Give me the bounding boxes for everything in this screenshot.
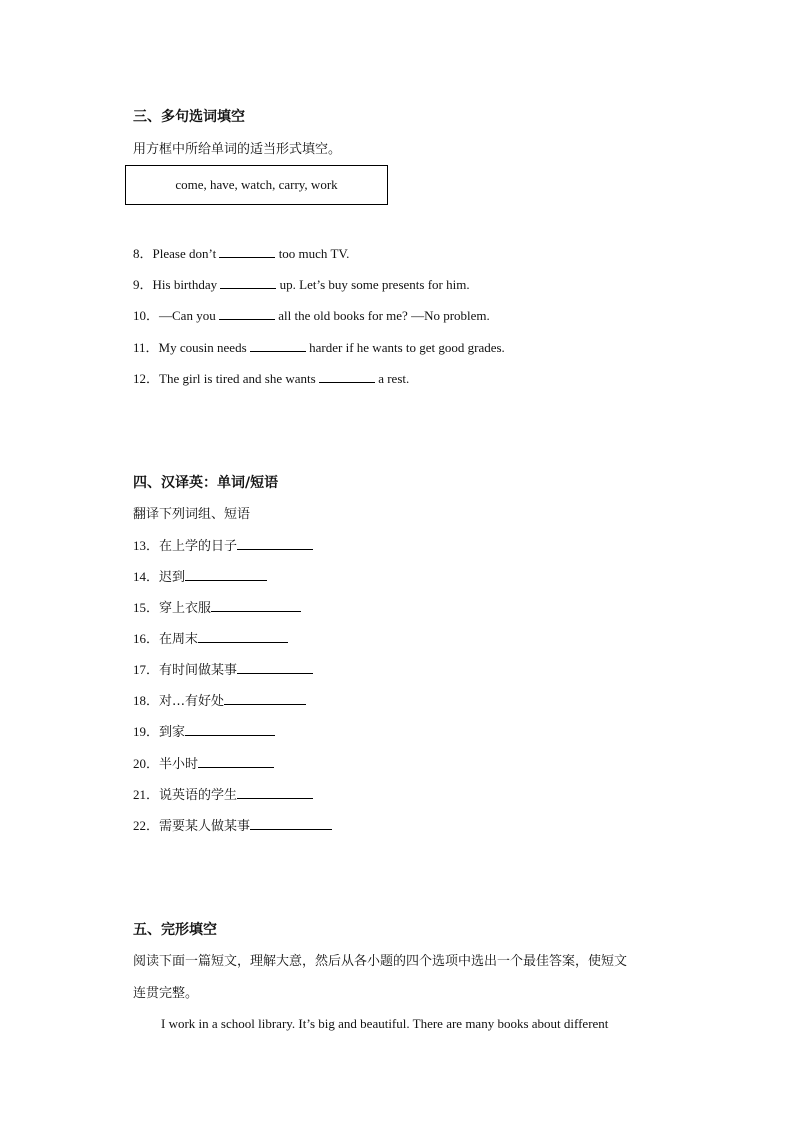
item-text-before: Please don’t xyxy=(152,246,220,261)
item-text-after: up. Let’s buy some presents for him. xyxy=(276,277,470,292)
translate-item-17 xyxy=(133,661,313,680)
answer-blank[interactable] xyxy=(237,661,313,674)
answer-blank[interactable] xyxy=(220,276,276,289)
translate-item-16 xyxy=(133,630,288,649)
item-number: 19． xyxy=(133,724,160,739)
item-text-before: His birthday xyxy=(152,277,221,292)
answer-blank[interactable] xyxy=(250,817,332,830)
item-text-after: harder if he wants to get good grades. xyxy=(305,340,505,355)
item-number: 12． xyxy=(133,371,160,386)
item-number: 8． xyxy=(133,246,153,261)
item-text-after: too much TV. xyxy=(275,246,350,261)
item-phrase: 说英语的学生 xyxy=(159,788,238,803)
item-number: 21． xyxy=(133,787,160,802)
item-phrase: 在周末 xyxy=(159,632,199,647)
item-text-before: My cousin needs xyxy=(158,340,250,355)
answer-blank[interactable] xyxy=(319,370,375,383)
item-number: 16． xyxy=(133,631,160,646)
item-number: 9． xyxy=(133,277,153,292)
section-5-heading: 五、完形填空 xyxy=(133,922,217,938)
answer-blank[interactable] xyxy=(237,537,313,550)
item-phrase: 穿上衣服 xyxy=(159,601,212,616)
answer-blank[interactable] xyxy=(198,630,288,643)
answer-blank[interactable] xyxy=(250,339,306,352)
item-text-after: all the old books for me? —No problem. xyxy=(274,308,490,323)
word-box-text: come, have, watch, carry, work xyxy=(175,177,338,192)
translate-item-15 xyxy=(133,599,301,618)
section-4-instruction: 翻译下列词组、短语 xyxy=(133,507,251,522)
section-4-heading: 四、汉译英：单词/短语 xyxy=(133,475,279,491)
answer-blank[interactable] xyxy=(185,568,267,581)
fill-item-11 xyxy=(133,339,505,357)
translate-item-19 xyxy=(133,723,275,742)
fill-item-12 xyxy=(133,370,409,388)
answer-blank[interactable] xyxy=(211,599,301,612)
fill-item-10 xyxy=(133,307,490,325)
answer-blank[interactable] xyxy=(237,786,313,799)
section-3-heading: 三、多句选词填空 xyxy=(133,109,245,125)
item-number: 22． xyxy=(133,818,160,833)
translate-item-22 xyxy=(133,817,332,836)
item-number: 18． xyxy=(133,693,160,708)
item-phrase: 到家 xyxy=(159,725,186,740)
item-phrase: 有时间做某事 xyxy=(159,663,238,678)
answer-blank[interactable] xyxy=(219,245,275,258)
item-number: 14． xyxy=(133,569,160,584)
answer-blank[interactable] xyxy=(198,755,274,768)
item-number: 20． xyxy=(133,756,160,771)
item-phrase: 对…有好处 xyxy=(159,694,225,709)
item-phrase: 迟到 xyxy=(159,570,186,585)
item-number: 10． xyxy=(133,308,160,323)
item-number: 15． xyxy=(133,600,160,615)
item-text-before: —Can you xyxy=(159,308,219,323)
fill-item-8 xyxy=(133,245,349,263)
item-number: 17． xyxy=(133,662,160,677)
answer-blank[interactable] xyxy=(185,723,275,736)
translate-item-14 xyxy=(133,568,267,587)
translate-item-13 xyxy=(133,537,313,556)
passage-first-line: I work in a school library. It’s big and beautiful. There are many books about different xyxy=(161,1016,609,1031)
item-number: 11． xyxy=(133,340,159,355)
translate-item-20 xyxy=(133,755,274,774)
word-box xyxy=(125,165,388,205)
answer-blank[interactable] xyxy=(219,307,275,320)
item-phrase: 在上学的日子 xyxy=(159,539,238,554)
item-phrase: 半小时 xyxy=(159,757,199,772)
item-text-after: a rest. xyxy=(374,371,410,386)
fill-item-9 xyxy=(133,276,470,294)
translate-item-21 xyxy=(133,786,313,805)
answer-blank[interactable] xyxy=(224,692,306,705)
item-phrase: 需要某人做某事 xyxy=(159,819,251,834)
item-number: 13． xyxy=(133,538,160,553)
item-text-before: The girl is tired and she wants xyxy=(159,371,319,386)
translate-item-18 xyxy=(133,692,306,711)
section-5-instruction-line-2: 连贯完整。 xyxy=(133,986,199,1001)
section-3-instruction: 用方框中所给单词的适当形式填空。 xyxy=(133,142,342,157)
section-5-instruction-line-1: 阅读下面一篇短文，理解大意，然后从各小题的四个选项中选出一个最佳答案，使短文 xyxy=(133,954,628,969)
